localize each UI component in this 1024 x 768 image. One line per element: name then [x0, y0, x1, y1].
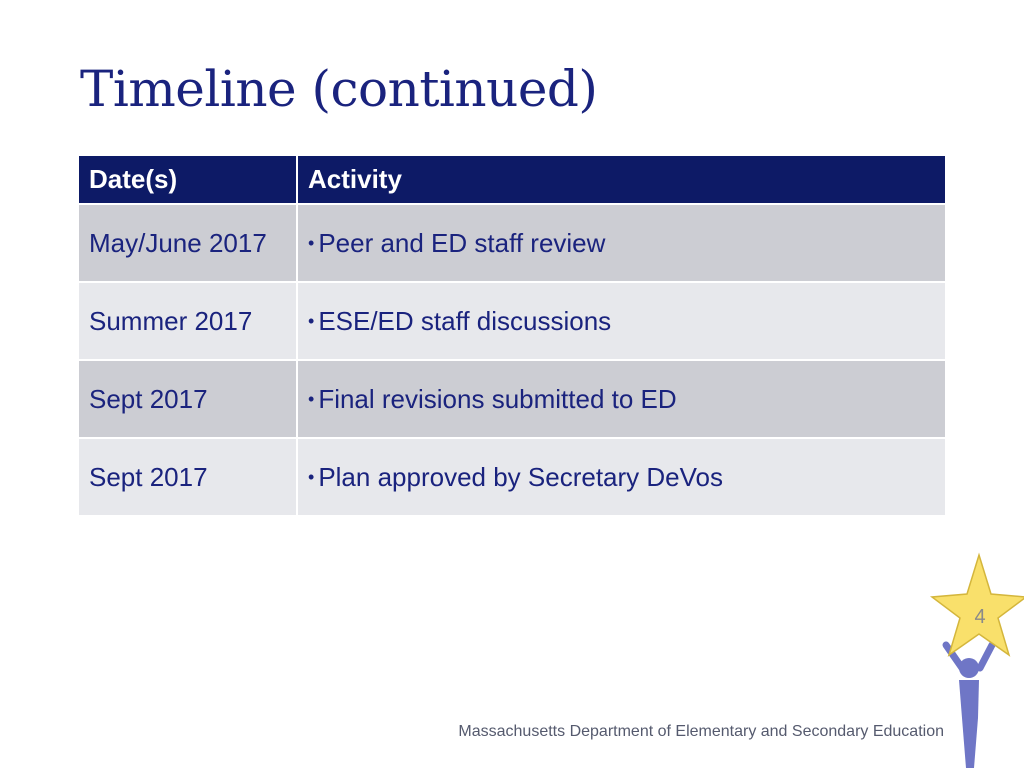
bullet-icon: •: [308, 388, 315, 409]
timeline-table: [77, 154, 947, 517]
slide-title: Timeline (continued): [80, 60, 598, 118]
date-cell: Sept 2017: [78, 438, 297, 516]
bullet-icon: •: [308, 232, 315, 253]
date-cell: Summer 2017: [78, 282, 297, 360]
table-row: [78, 438, 946, 516]
table-header-row: [78, 155, 946, 204]
table-row: [78, 204, 946, 282]
activity-text: Final revisions submitted to ED: [318, 383, 677, 414]
column-header-dates: Date(s): [78, 155, 297, 204]
table-row: [78, 360, 946, 438]
activity-cell: [297, 282, 946, 360]
activity-cell: [297, 204, 946, 282]
bullet-icon: •: [308, 466, 315, 487]
activity-cell: [297, 438, 946, 516]
column-header-activity: Activity: [297, 155, 946, 204]
bullet-icon: •: [308, 310, 315, 331]
activity-text: Peer and ED staff review: [318, 227, 606, 258]
footer-organization: Massachusetts Department of Elementary and Secondary Education: [458, 723, 944, 740]
activity-text: Plan approved by Secretary DeVos: [318, 461, 723, 492]
activity-cell: [297, 360, 946, 438]
star-icon: [932, 555, 1024, 655]
person-figure-icon: [946, 645, 992, 768]
date-cell: May/June 2017: [78, 204, 297, 282]
page-number: 4: [974, 606, 986, 628]
date-cell: Sept 2017: [78, 360, 297, 438]
table-row: [78, 282, 946, 360]
activity-text: ESE/ED staff discussions: [318, 305, 612, 336]
